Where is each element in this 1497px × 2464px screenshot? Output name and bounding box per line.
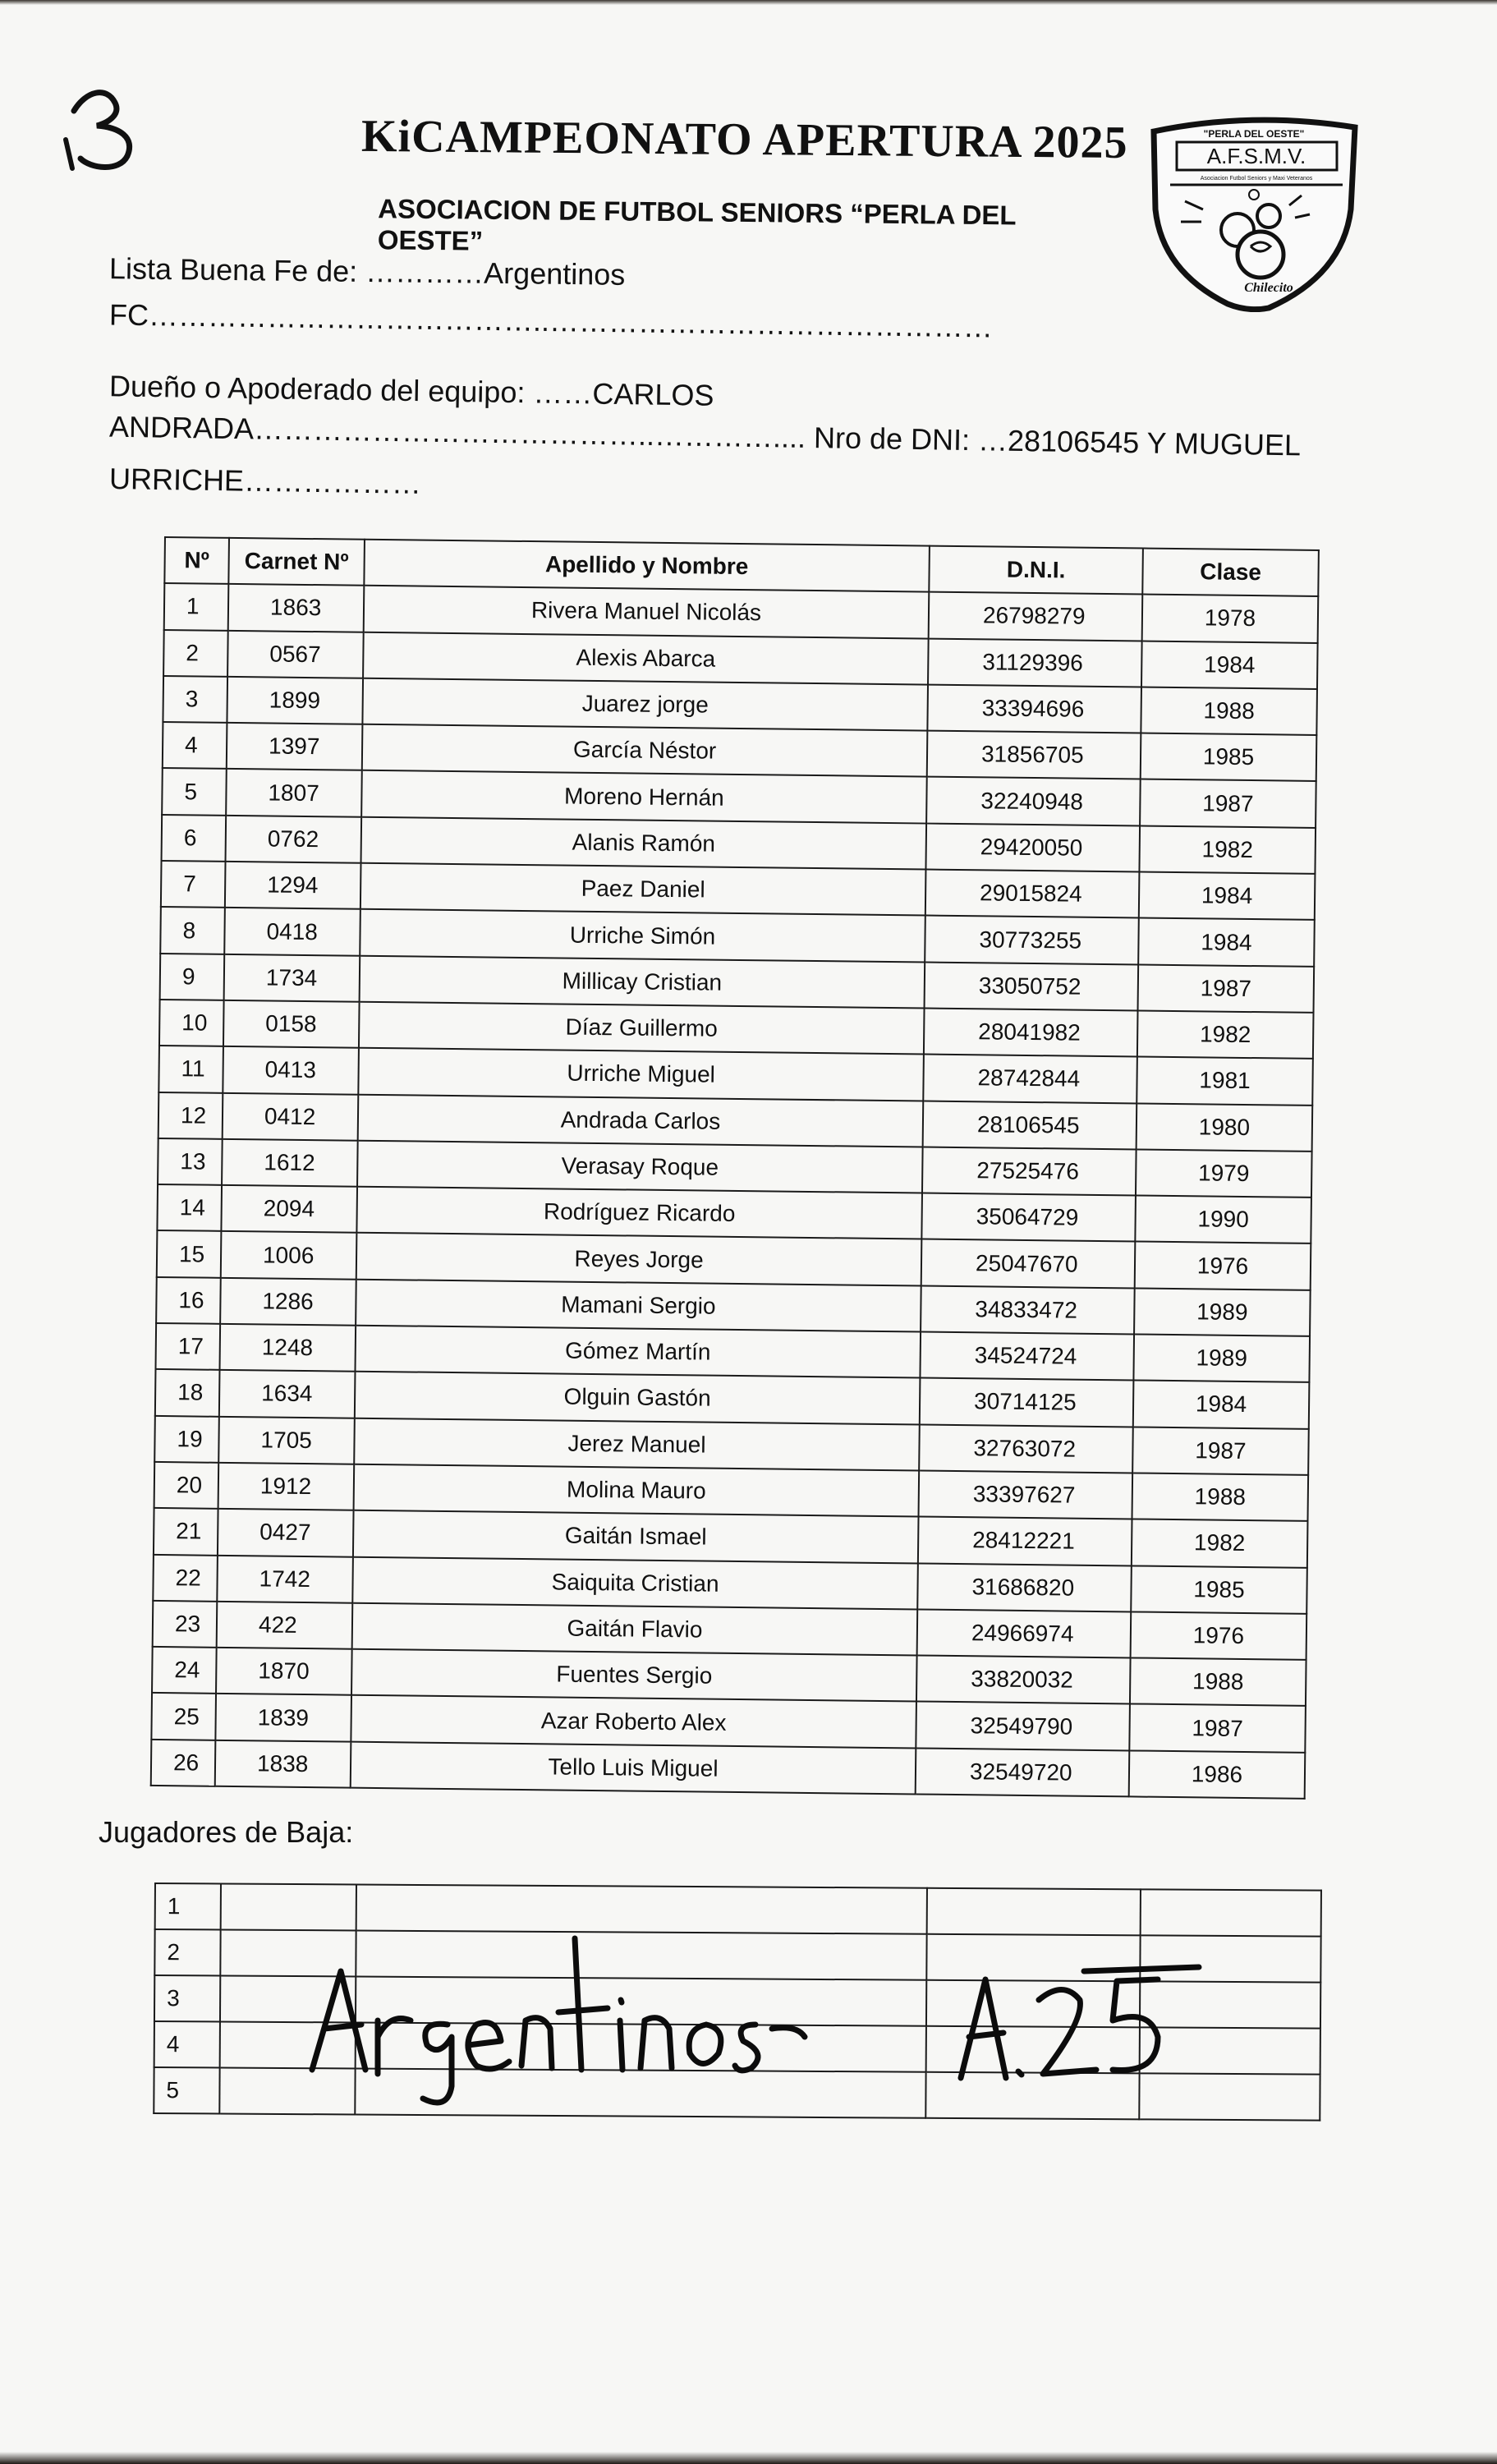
birth-year: 1989 (1134, 1288, 1311, 1336)
player-name: Tello Luis Miguel (351, 1741, 916, 1794)
carnet-number: 1734 (224, 954, 360, 1002)
player-name: Alexis Abarca (363, 632, 929, 684)
dni-number: 35064729 (921, 1193, 1136, 1242)
dni-number: 26798279 (929, 592, 1143, 641)
dni-number: 29015824 (925, 870, 1140, 918)
dni-number: 29420050 (925, 823, 1140, 871)
document-title: KiCAMPEONATO APERTURA 2025 (360, 110, 1128, 169)
handwriting-text: Argentinos A.25 (296, 1922, 302, 1923)
carnet-number: 1705 (218, 1416, 355, 1464)
row-number: 21 (154, 1508, 218, 1555)
player-name: Verasay Roque (357, 1141, 923, 1193)
birth-year: 1989 (1133, 1335, 1310, 1383)
carnet-number: 0412 (223, 1092, 359, 1140)
dni-number: 30773255 (925, 916, 1139, 964)
logo-city: Chilecito (1244, 281, 1293, 295)
header-name: Apellido y Nombre (364, 540, 930, 592)
player-name: Azar Roberto Alex (351, 1695, 916, 1748)
player-name: Alanis Ramón (361, 817, 927, 870)
row-number: 6 (162, 815, 227, 862)
dni-number: 33820032 (916, 1656, 1131, 1704)
player-name: Urriche Simón (360, 909, 925, 962)
owner-line-1: Dueño o Apoderado del equipo: ……CARLOS (108, 369, 714, 412)
dni-number: 28106545 (923, 1101, 1137, 1149)
dni-number: 24966974 (917, 1609, 1132, 1657)
row-number: 16 (156, 1277, 221, 1324)
dni-number: 34833472 (921, 1285, 1135, 1334)
birth-year: 1985 (1131, 1565, 1307, 1614)
carnet-number: 422 (217, 1602, 353, 1649)
row-number: 5 (162, 768, 227, 815)
player-roster-table (150, 536, 1320, 1800)
dni-number: 28041982 (924, 1009, 1138, 1057)
row-number: 7 (161, 861, 226, 908)
row-number: 13 (158, 1138, 223, 1185)
row-number: 1 (164, 583, 229, 630)
baja-row-number: 4 (154, 2021, 220, 2067)
dni-number: 28412221 (918, 1517, 1132, 1565)
birth-year: 1979 (1136, 1149, 1312, 1198)
logo-acronym: A.F.S.M.V. (1206, 144, 1306, 168)
birth-year: 1984 (1141, 641, 1318, 689)
owner-line-3: URRICHE……………… (108, 462, 422, 500)
dni-number: 32549720 (916, 1748, 1130, 1796)
carnet-number: 1634 (219, 1370, 356, 1418)
birth-year: 1986 (1129, 1750, 1306, 1799)
player-name: Mamani Sergio (356, 1279, 921, 1331)
row-number: 26 (151, 1740, 216, 1786)
carnet-number: 1397 (227, 723, 363, 770)
player-name: Andrada Carlos (358, 1094, 924, 1147)
player-name: Díaz Guillermo (359, 1002, 925, 1055)
dni-number: 31129396 (928, 638, 1142, 687)
header-dni: D.N.I. (929, 546, 1143, 595)
dni-number: 32763072 (919, 1424, 1133, 1473)
player-name: Fuentes Sergio (351, 1649, 917, 1702)
fc-line: FC…………………………………..……………………………………… (108, 297, 994, 344)
carnet-number: 0158 (223, 1000, 360, 1048)
association-subtitle: ASOCIACION DE FUTBOL SENIORS “PERLA DEL OESTE” (377, 193, 1017, 256)
player-name: Olguin Gastón (355, 1372, 921, 1424)
row-number: 18 (155, 1369, 220, 1416)
player-name: García Néstor (362, 724, 928, 777)
row-number: 19 (154, 1416, 219, 1463)
carnet-number: 1294 (225, 862, 361, 909)
page-edge-top (0, 0, 1497, 5)
row-number: 8 (160, 907, 225, 954)
row-number: 9 (160, 954, 225, 1000)
birth-year: 1976 (1131, 1611, 1307, 1660)
carnet-number: 1006 (221, 1231, 357, 1279)
row-number: 10 (159, 1000, 224, 1046)
baja-row-number: 5 (154, 2067, 219, 2113)
dni-number: 28742844 (923, 1055, 1137, 1103)
dni-number: 30714125 (920, 1378, 1134, 1427)
carnet-number: 1839 (215, 1694, 351, 1741)
row-number: 15 (157, 1230, 222, 1277)
carnet-number: 0762 (226, 816, 362, 863)
header-carnet: Carnet Nº (228, 538, 365, 586)
logo-top-text: "PERLA DEL OESTE" (1203, 128, 1305, 140)
row-number: 22 (153, 1554, 218, 1601)
header-number: Nº (164, 537, 229, 584)
birth-year: 1988 (1132, 1473, 1309, 1521)
carnet-number: 2094 (221, 1185, 357, 1233)
bajas-label: Jugadores de Baja: (99, 1815, 354, 1849)
carnet-number: 0427 (218, 1509, 354, 1556)
birth-year: 1982 (1137, 1010, 1314, 1059)
birth-year: 1987 (1138, 964, 1315, 1013)
baja-row-number: 3 (154, 1975, 220, 2021)
player-name: Urriche Miguel (358, 1048, 924, 1101)
baja-row-number: 1 (155, 1883, 221, 1929)
row-number: 20 (154, 1462, 219, 1509)
birth-year: 1980 (1137, 1103, 1313, 1152)
player-name: Moreno Hernán (361, 770, 927, 823)
player-name: Paez Daniel (360, 863, 926, 916)
dni-number: 25047670 (921, 1239, 1136, 1288)
carnet-number: 1863 (228, 584, 365, 632)
owner-line-2: ANDRADA…………………………………..………….... Nro de DNI: …28106545 Y MUGUEL (108, 409, 1302, 462)
dni-number: 31856705 (927, 731, 1141, 779)
carnet-number: 1870 (216, 1648, 352, 1695)
player-name: Gaitán Flavio (352, 1603, 918, 1656)
row-number: 4 (163, 722, 227, 769)
birth-year: 1987 (1129, 1704, 1306, 1753)
birth-year: 1987 (1140, 779, 1316, 828)
row-number: 24 (152, 1647, 217, 1694)
birth-year: 1982 (1139, 825, 1316, 874)
player-name: Gaitán Ismael (353, 1510, 919, 1563)
baja-row-number: 2 (154, 1929, 220, 1975)
page-edge-bottom (0, 2452, 1497, 2464)
dni-number: 33397627 (919, 1470, 1133, 1519)
dni-number: 34524724 (920, 1332, 1134, 1381)
birth-year: 1990 (1135, 1196, 1311, 1244)
player-name: Molina Mauro (354, 1464, 920, 1517)
birth-year: 1988 (1130, 1658, 1306, 1707)
carnet-number: 1612 (222, 1139, 358, 1187)
player-name: Rodríguez Ricardo (356, 1187, 922, 1239)
row-number: 17 (155, 1323, 220, 1370)
birth-year: 1976 (1135, 1242, 1311, 1290)
row-number: 3 (163, 676, 227, 723)
dni-number: 33394696 (927, 684, 1141, 733)
carnet-number: 0567 (227, 630, 364, 678)
association-logo (1146, 111, 1363, 312)
carnet-number: 1807 (226, 769, 362, 816)
carnet-number: 1899 (227, 677, 363, 724)
dni-number: 31686820 (917, 1563, 1132, 1611)
dni-number: 32240948 (926, 777, 1141, 825)
birth-year: 1984 (1139, 872, 1316, 921)
header-clase: Clase (1142, 549, 1319, 597)
carnet-number: 1912 (218, 1463, 355, 1510)
logo-small-text: Asociacion Futbol Seniors y Maxi Veteranos (1200, 176, 1313, 182)
handwritten-page-number (57, 78, 164, 185)
carnet-number: 1838 (215, 1740, 351, 1788)
birth-year: 1988 (1141, 687, 1317, 735)
dni-number: 33050752 (925, 962, 1139, 1010)
player-name: Millicay Cristian (360, 955, 925, 1008)
dni-number: 27525476 (922, 1147, 1137, 1195)
birth-year: 1978 (1142, 595, 1319, 643)
player-name: Reyes Jorge (356, 1233, 922, 1285)
carnet-number: 0418 (224, 908, 360, 955)
player-name: Juarez jorge (362, 678, 928, 731)
player-name: Jerez Manuel (354, 1418, 920, 1470)
carnet-number: 1742 (217, 1555, 353, 1602)
birth-year: 1985 (1141, 733, 1317, 782)
player-name: Gómez Martín (355, 1326, 921, 1378)
carnet-number: 1286 (220, 1278, 356, 1326)
player-name: Rivera Manuel Nicolás (364, 586, 930, 638)
row-number: 2 (163, 630, 228, 677)
row-number: 25 (151, 1693, 216, 1740)
row-number: 23 (153, 1601, 218, 1648)
row-number: 12 (158, 1092, 223, 1139)
birth-year: 1981 (1137, 1057, 1313, 1106)
row-number: 14 (157, 1184, 222, 1231)
birth-year: 1987 (1132, 1427, 1309, 1475)
birth-year: 1984 (1138, 918, 1315, 967)
lista-buena-fe-line: Lista Buena Fe de: …………Argentinos (108, 251, 626, 292)
birth-year: 1982 (1132, 1519, 1308, 1568)
dni-number: 32549790 (916, 1702, 1130, 1750)
row-number: 11 (158, 1046, 223, 1092)
handwritten-signature (296, 1922, 1347, 2111)
player-name: Saiquita Cristian (352, 1556, 918, 1609)
carnet-number: 1248 (219, 1324, 356, 1372)
birth-year: 1984 (1133, 1381, 1310, 1429)
carnet-number: 0413 (223, 1046, 359, 1094)
